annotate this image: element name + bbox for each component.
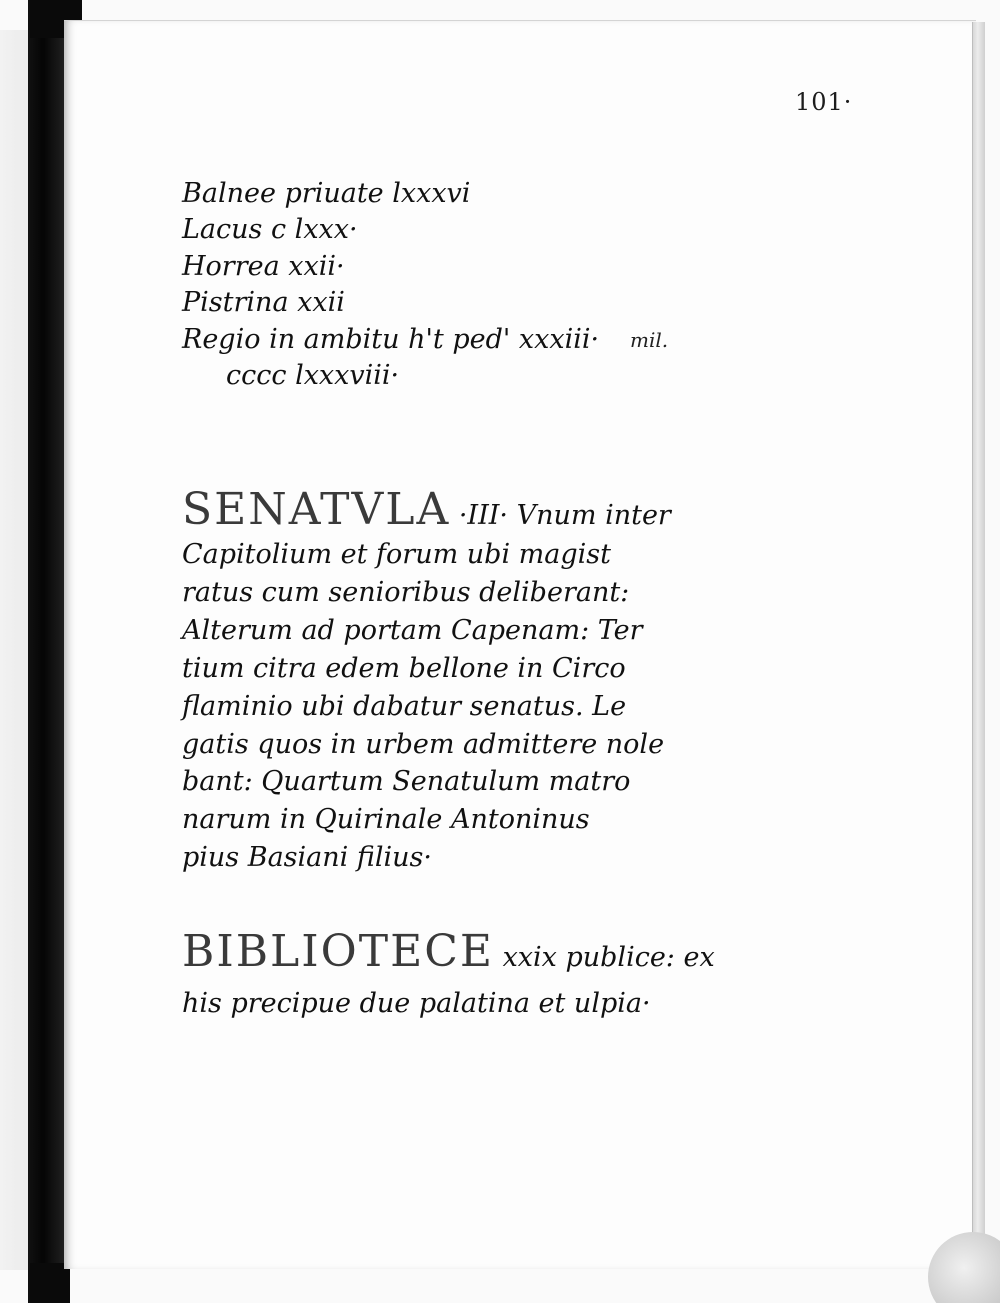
bibliotece-section [182,926,715,1024]
senatula-text-9: pius Basiani filius· [182,842,432,874]
entry-balneae: Balnee priuate lxxxvi [182,178,471,209]
senatula-line-1 [182,484,671,536]
senatula-text-4: tium citra edem bellone in Circo [182,652,626,684]
senatula-text-3: Alterum ad portam Capenam: Ter [182,614,643,646]
senatula-text-0: Vnum inter [516,500,671,531]
entry-regio: Regio in ambitu h't ped' xxxiii· [182,323,600,355]
bibliotece-text-1: xxix publice: ex [502,942,715,973]
folio-number: 101· [795,88,853,116]
entry-lacus: Lacus c lxxx· [182,214,358,246]
senatula-text-8: narum in Quirinale Antoninus [182,804,590,836]
senatula-text-1: Capitolium et forum ubi magist [182,539,611,570]
leaf-fore-edge [972,22,985,1252]
senatula-text-5: flaminio ubi dabatur senatus. Le [182,690,627,722]
entry-horrea: Horrea xxii· [182,250,345,282]
binding-gutter [28,0,66,1303]
senatula-text-7: bant: Quartum Senatulum matro [182,766,631,798]
entry-pistrina: Pistrina xxii [182,287,345,319]
bibliotece-heading: BIBLIOTECE [182,926,494,977]
bibliotece-text-2: his precipue due palatina et ulpia· [182,988,651,1019]
bibliotece-line-1 [182,926,715,984]
senatula-count: ·III· [458,500,509,531]
senatula-section [182,484,671,877]
entry-regio-continued: cccc lxxxviii· [226,360,400,392]
senatula-text-6: gatis quos in urbem admittere nole [182,728,665,760]
senatula-heading: SENATVLA [182,484,451,535]
senatula-text-2: ratus cum senioribus deliberant: [182,576,630,608]
binding-gutter-bottom [30,1263,70,1303]
superscript-note: mil. [630,328,669,352]
entry-list [182,176,599,394]
